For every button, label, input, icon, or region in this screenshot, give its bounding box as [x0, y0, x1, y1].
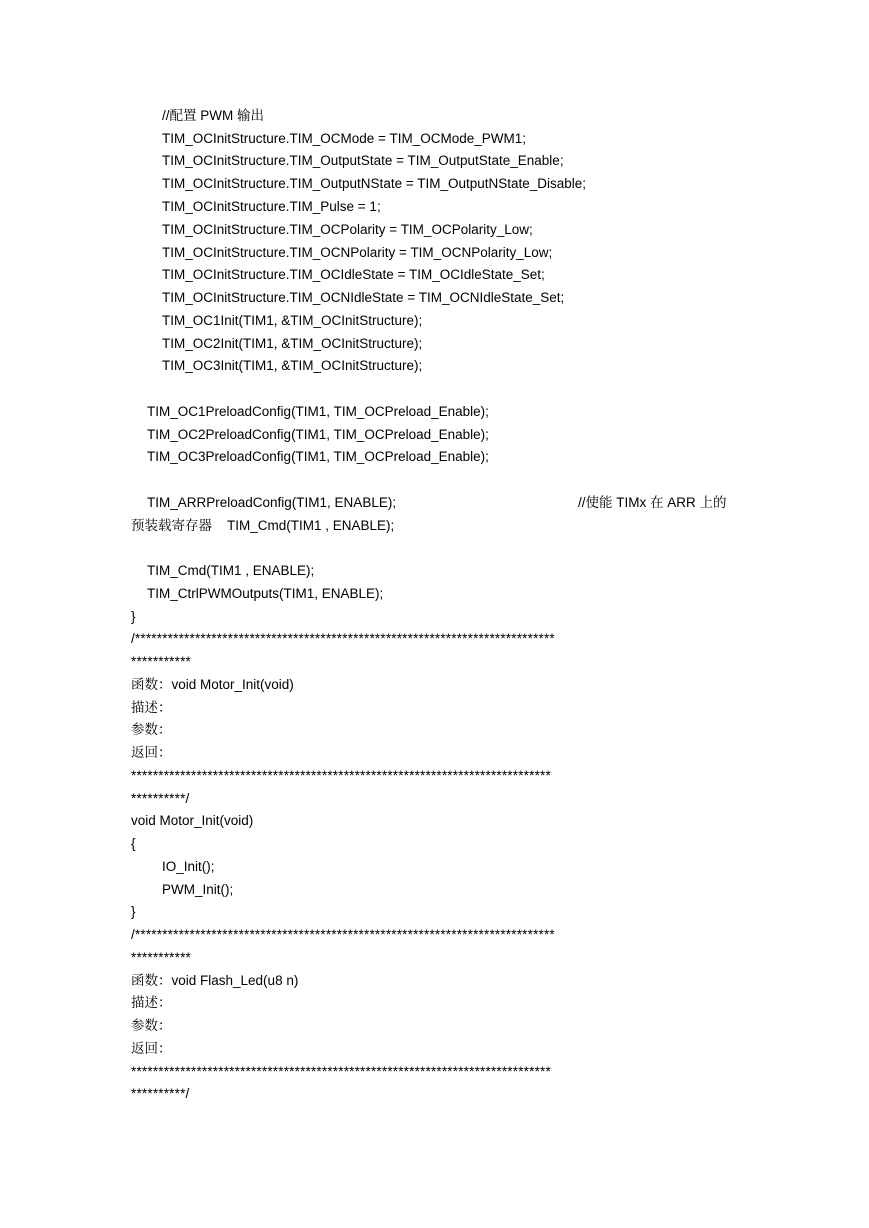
code-comment-pwm-config: //配置 PWM 输出 [162, 108, 264, 123]
code-comment-arr-preload: //使能 TIMx 在 ARR 上的 [578, 495, 727, 510]
function-doc-params: 参数： [131, 722, 172, 737]
code-brace: } [131, 904, 136, 919]
code-line: TIM_OCInitStructure.TIM_OutputNState = TIM_OutputNState_Disable; [162, 176, 587, 191]
code-line: TIM_OCInitStructure.TIM_OCMode = TIM_OCMode_PWM1; [162, 131, 526, 146]
function-doc-params: 参数： [131, 1018, 172, 1033]
function-doc-name: 函数：void Flash_Led(u8 n) [131, 973, 299, 988]
code-line: TIM_OCInitStructure.TIM_OutputState = TIM_OutputState_Enable; [162, 153, 564, 168]
code-line: TIM_OC2Init(TIM1, &TIM_OCInitStructure); [162, 336, 423, 351]
code-line: TIM_OCInitStructure.TIM_Pulse = 1; [162, 199, 381, 214]
code-line: IO_Init(); [162, 859, 215, 874]
code-line: TIM_OC2PreloadConfig(TIM1, TIM_OCPreload_Enable); [147, 427, 489, 442]
code-brace: { [131, 836, 136, 851]
code-line: TIM_OC1PreloadConfig(TIM1, TIM_OCPreload_Enable); [147, 404, 489, 419]
code-line: TIM_Cmd(TIM1 , ENABLE); [147, 563, 315, 578]
comment-border: *********** [131, 654, 191, 669]
code-line: TIM_OC3Init(TIM1, &TIM_OCInitStructure); [162, 358, 423, 373]
comment-border: **********/ [131, 791, 190, 806]
comment-border: *********** [131, 950, 191, 965]
code-line: PWM_Init(); [162, 882, 234, 897]
function-doc-name: 函数：void Motor_Init(void) [131, 677, 294, 692]
code-line: TIM_OCInitStructure.TIM_OCIdleState = TIM_OCIdleState_Set; [162, 267, 545, 282]
code-brace: } [131, 609, 136, 624]
code-line: TIM_ARRPreloadConfig(TIM1, ENABLE); [147, 495, 397, 510]
code-line: 预装载寄存器 TIM_Cmd(TIM1 , ENABLE); [131, 518, 395, 533]
function-doc-return: 返回： [131, 1041, 172, 1056]
code-line: TIM_OCInitStructure.TIM_OCNIdleState = TIM_OCNIdleState_Set; [162, 290, 565, 305]
function-doc-desc: 描述： [131, 995, 172, 1010]
comment-border: **********/ [131, 1086, 190, 1101]
function-doc-desc: 描述： [131, 700, 172, 715]
code-line: TIM_OC1Init(TIM1, &TIM_OCInitStructure); [162, 313, 423, 328]
comment-border: /***************************************************************************** [131, 631, 555, 646]
comment-border: ***************************************************************************** [131, 768, 551, 783]
comment-border: /***************************************************************************** [131, 927, 555, 942]
code-line: TIM_OC3PreloadConfig(TIM1, TIM_OCPreload_Enable); [147, 449, 489, 464]
code-line: TIM_CtrlPWMOutputs(TIM1, ENABLE); [147, 586, 384, 601]
function-doc-return: 返回： [131, 745, 172, 760]
comment-border: ***************************************************************************** [131, 1064, 551, 1079]
code-line: void Motor_Init(void) [131, 813, 254, 828]
code-line: TIM_OCInitStructure.TIM_OCPolarity = TIM_OCPolarity_Low; [162, 222, 533, 237]
code-line: TIM_OCInitStructure.TIM_OCNPolarity = TIM_OCNPolarity_Low; [162, 245, 553, 260]
